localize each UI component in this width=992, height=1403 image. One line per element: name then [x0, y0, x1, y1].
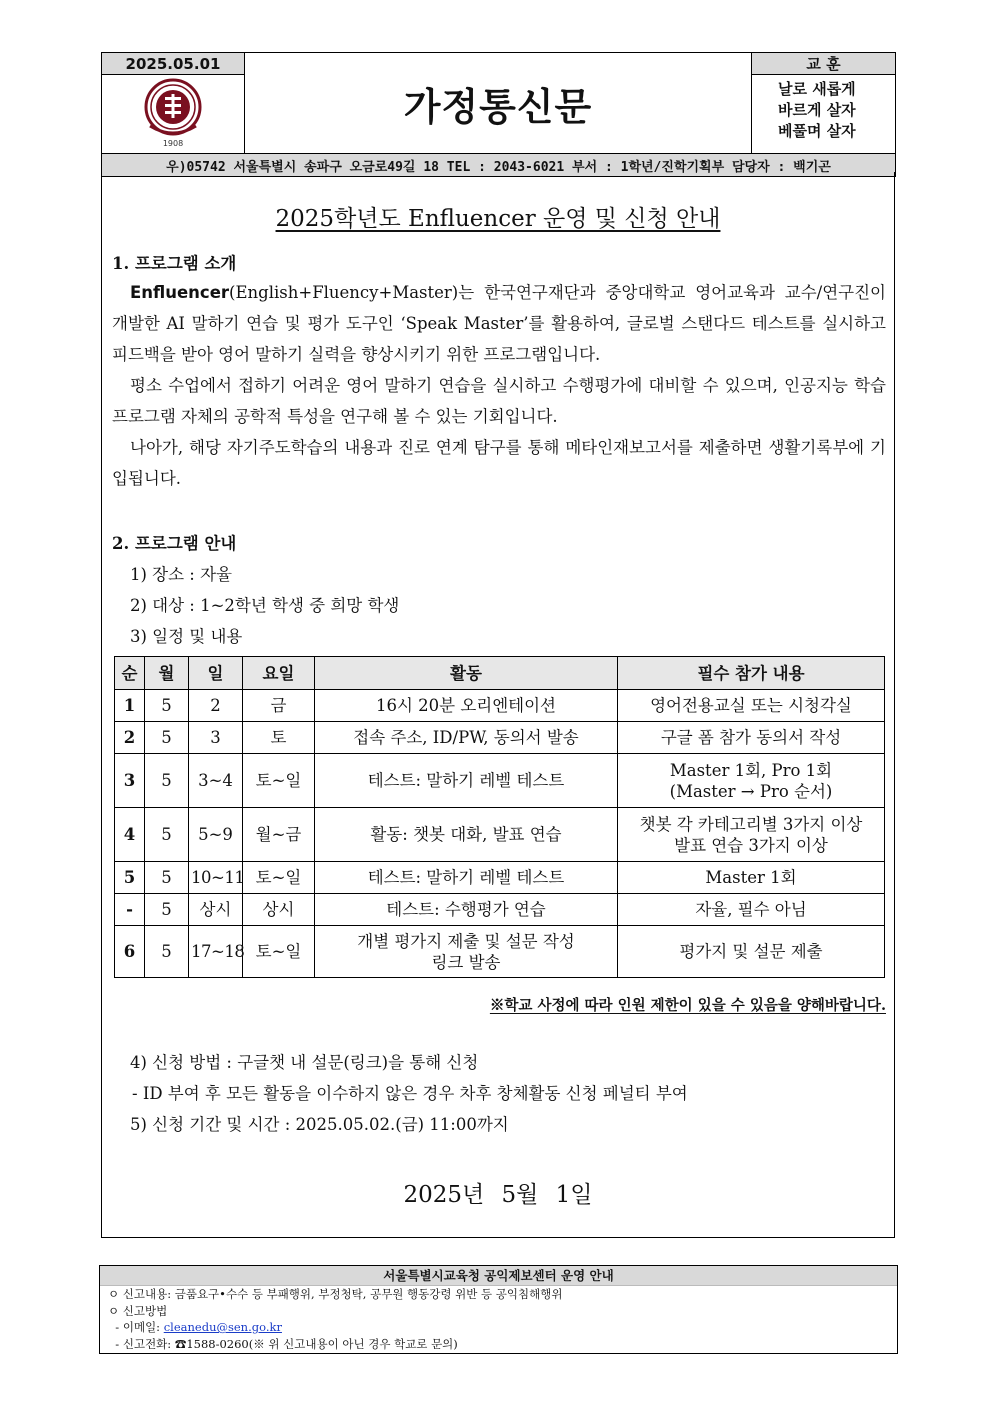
row-month: 5 — [145, 862, 189, 894]
intro-paragraph-2-text: 평소 수업에서 접하기 어려운 영어 말하기 연습을 실시하고 수행평가에 대비할 수 있으며, 인공지능 학습 프로그램 자체의 공학적 특성을 연구해 볼 수 있는 기회입니다. — [112, 376, 886, 426]
motto-line: 베풀며 살자 — [778, 122, 856, 140]
section2-heading: 2. 프로그램 안내 — [112, 534, 237, 553]
row-number: 2 — [115, 722, 145, 754]
row-activity: 테스트: 수행평가 연습 — [315, 894, 618, 926]
intro-paragraph-1 — [112, 277, 886, 370]
row-month: 5 — [145, 926, 189, 978]
row-day: 10~11 — [189, 862, 243, 894]
school-logo-cell — [102, 75, 245, 154]
row-required: 구글 폼 참가 동의서 작성 — [618, 722, 885, 754]
row-activity: 테스트: 말하기 레벨 테스트 — [315, 754, 618, 808]
column-header: 일 — [189, 657, 243, 690]
row-activity: 테스트: 말하기 레벨 테스트 — [315, 862, 618, 894]
table-row — [115, 722, 885, 754]
motto-heading: 교 훈 — [752, 53, 896, 75]
row-weekday: 토~일 — [243, 754, 315, 808]
address-line: 우)05742 서울특별시 송파구 오금로49길 18 TEL : 2043-6021 부서 : 1학년/진학기획부 담당자 : 백기곤 — [102, 154, 896, 177]
row-required: 챗봇 각 카테고리별 3가지 이상 발표 연습 3가지 이상 — [618, 808, 885, 862]
apply-deadline: 5) 신청 기간 및 시간 : 2025.05.02.(금) 11:00까지 — [130, 1115, 509, 1134]
row-month: 5 — [145, 754, 189, 808]
table-row — [115, 894, 885, 926]
column-header: 필수 참가 내용 — [618, 657, 885, 690]
row-month: 5 — [145, 722, 189, 754]
notice-phone-line: - 신고전화: ☎1588-0260(※ 위 신고내용이 아닌 경우 학교로 문의) — [108, 1336, 458, 1351]
column-header: 순 — [115, 657, 145, 690]
row-number: - — [115, 894, 145, 926]
row-required: Master 1회, Pro 1회 (Master → Pro 순서) — [618, 754, 885, 808]
info-place: 1) 장소 : 자율 — [130, 565, 232, 584]
row-day: 3~4 — [189, 754, 243, 808]
column-header: 월 — [145, 657, 189, 690]
row-month: 5 — [145, 894, 189, 926]
date-cell: 2025.05.01 — [102, 53, 245, 75]
column-header: 요일 — [243, 657, 315, 690]
notice-email-line — [100, 1319, 897, 1336]
row-required: 자율, 필수 아님 — [618, 894, 885, 926]
row-day: 5~9 — [189, 808, 243, 862]
row-weekday: 토~일 — [243, 926, 315, 978]
row-day: 3 — [189, 722, 243, 754]
section1-heading: 1. 프로그램 소개 — [112, 254, 237, 273]
row-day: 17~18 — [189, 926, 243, 978]
row-number: 1 — [115, 690, 145, 722]
header-table — [101, 52, 896, 177]
intro-paragraph-3 — [112, 432, 886, 494]
table-row — [115, 808, 885, 862]
row-month: 5 — [145, 690, 189, 722]
notice-heading: 서울특별시교육청 공익제보센터 운영 안내 — [100, 1266, 897, 1286]
program-name: Enfluencer — [130, 283, 230, 302]
main-content-box — [101, 172, 895, 1238]
schedule-table — [114, 656, 885, 978]
intro-paragraph-2 — [112, 370, 886, 432]
row-required: 평가지 및 설문 제출 — [618, 926, 885, 978]
email-link[interactable]: cleanedu@sen.go.kr — [163, 1320, 282, 1334]
table-row — [115, 926, 885, 978]
notice-report-method: ㅇ 신고방법 — [108, 1303, 168, 1318]
row-number: 6 — [115, 926, 145, 978]
school-emblem-icon — [140, 76, 206, 148]
schedule-header-row — [115, 657, 885, 690]
page-title: 가정통신문 — [245, 53, 752, 154]
row-month: 5 — [145, 808, 189, 862]
notice-report-content: ㅇ 신고내용: 금품요구•수수 등 부패행위, 부정청탁, 공무원 행동강령 위반 등 공익침해행위 — [108, 1287, 563, 1301]
issue-date: 2025년 5월 1일 — [403, 1182, 593, 1208]
row-required: Master 1회 — [618, 862, 885, 894]
row-activity: 활동: 챗봇 대화, 발표 연습 — [315, 808, 618, 862]
row-activity: 개별 평가지 제출 및 설문 작성 링크 발송 — [315, 926, 618, 978]
row-activity: 접속 주소, ID/PW, 동의서 발송 — [315, 722, 618, 754]
row-required: 영어전용교실 또는 시청각실 — [618, 690, 885, 722]
row-weekday: 상시 — [243, 894, 315, 926]
info-target: 2) 대상 : 1~2학년 학생 중 희망 학생 — [130, 596, 400, 615]
row-weekday: 월~금 — [243, 808, 315, 862]
info-schedule-label: 3) 일정 및 내용 — [130, 627, 243, 646]
whistleblower-notice-box — [99, 1265, 898, 1354]
table-row — [115, 754, 885, 808]
intro-paragraph-3-text: 나아가, 해당 자기주도학습의 내용과 진로 연계 탐구를 통해 메타인재보고서를 제출하면 생활기록부에 기입됩니다. — [112, 438, 886, 488]
row-weekday: 금 — [243, 690, 315, 722]
motto-list — [752, 75, 896, 154]
row-weekday: 토 — [243, 722, 315, 754]
table-row — [115, 862, 885, 894]
intro-paragraph-1-text: (English+Fluency+Master)는 한국연구재단과 중앙대학교 영어교육과 교수/연구진이 개발한 AI 말하기 연습 및 평가 도구인 ‘Speak Master’를 활용하여, 글로벌 스탠다드 테스트를 실시하고 피드백을 받아 영어 말하기 실력을 향상시키기 위한 프로그램입니다. — [112, 283, 886, 364]
row-weekday: 토~일 — [243, 862, 315, 894]
row-day: 2 — [189, 690, 243, 722]
motto-line: 날로 새롭게 — [778, 80, 856, 98]
apply-method: 4) 신청 방법 : 구글챗 내 설문(링크)을 통해 신청 — [130, 1053, 479, 1072]
logo-year: 1908 — [162, 139, 184, 148]
row-number: 4 — [115, 808, 145, 862]
column-header: 활동 — [315, 657, 618, 690]
apply-penalty-note: - ID 부여 후 모든 활동을 이수하지 않은 경우 차후 창체활동 신청 페널티 부여 — [132, 1084, 688, 1103]
row-day: 상시 — [189, 894, 243, 926]
row-number: 3 — [115, 754, 145, 808]
row-activity: 16시 20분 오리엔테이션 — [315, 690, 618, 722]
table-row — [115, 690, 885, 722]
email-label: - 이메일: — [108, 1320, 164, 1334]
row-number: 5 — [115, 862, 145, 894]
document-title: 2025학년도 Enfluencer 운영 및 신청 안내 — [275, 206, 721, 232]
limit-notice: ※학교 사정에 따라 인원 제한이 있을 수 있음을 양해바랍니다. — [489, 997, 886, 1014]
motto-line: 바르게 살자 — [778, 101, 856, 119]
